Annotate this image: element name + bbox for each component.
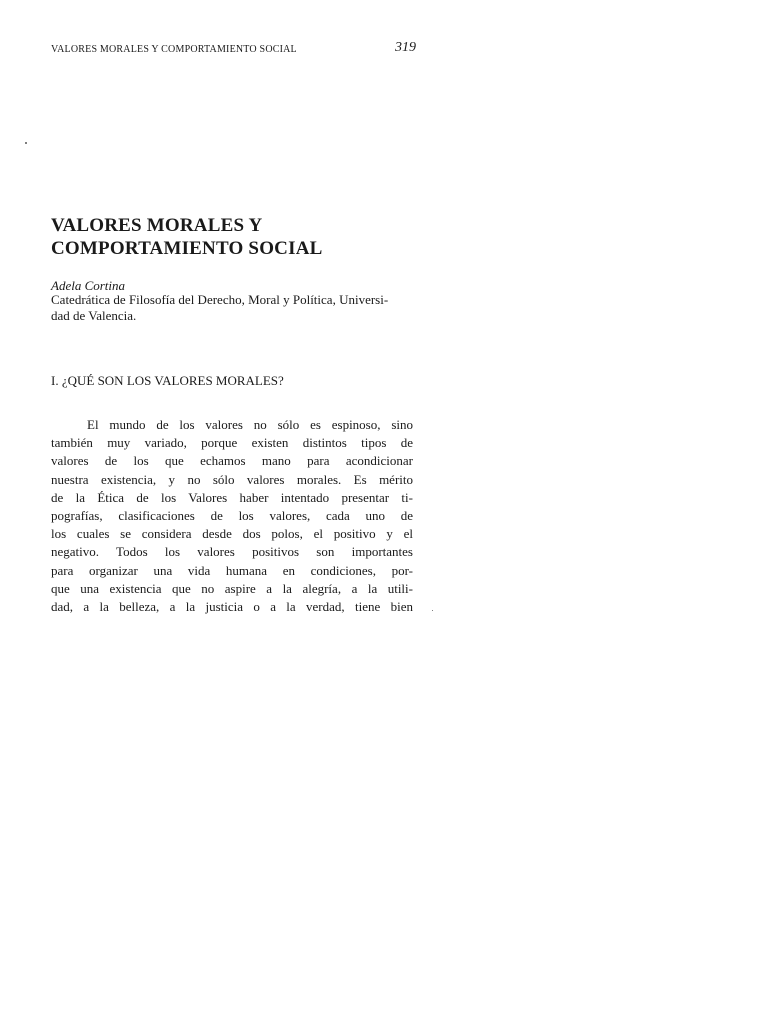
article-title-line: COMPORTAMIENTO SOCIAL <box>51 238 323 259</box>
affiliation-line: Catedrática de Filosofía del Derecho, Moral y Política, Universi- <box>51 292 389 307</box>
author-name: Adela Cortina <box>51 278 126 293</box>
paragraph-line: negativo. Todos los valores positivos son importantes <box>51 544 413 560</box>
body-paragraph <box>51 416 413 616</box>
paragraph-line: para organizar una vida humana en condiciones, por- <box>51 562 413 578</box>
affiliation-line: dad de Valencia. <box>51 308 137 323</box>
paragraph-line: El mundo de los valores no sólo es espinoso, sino <box>87 417 413 432</box>
paragraph-line: pografías, clasificaciones de los valores, cada uno de <box>51 508 413 524</box>
section-heading: I. ¿QUÉ SON LOS VALORES MORALES? <box>51 373 284 388</box>
paragraph-line: nuestra existencia, y no sólo valores morales. Es mérito <box>51 471 413 487</box>
paragraph-line: valores de los que echamos mano para acondicionar <box>51 453 413 469</box>
article-title <box>51 214 431 260</box>
scan-speck <box>25 142 27 144</box>
paragraph-line: los cuales se considera desde dos polos, el positivo y el <box>51 526 413 542</box>
page-number: 319 <box>395 40 416 55</box>
running-header <box>51 40 416 60</box>
scan-speck <box>432 610 433 611</box>
article-title-line: VALORES MORALES Y <box>51 215 263 236</box>
author-affiliation <box>51 292 388 324</box>
paragraph-line: dad, a la belleza, a la justicia o a la verdad, tiene bien <box>51 599 413 615</box>
paragraph-line: de la Ética de los Valores haber intentado presentar ti- <box>51 489 413 505</box>
running-title: VALORES MORALES Y COMPORTAMIENTO SOCIAL <box>51 44 297 55</box>
paragraph-line: que una existencia que no aspire a la alegría, a la utili- <box>51 580 413 596</box>
paragraph-line: también muy variado, porque existen distintos tipos de <box>51 435 413 451</box>
